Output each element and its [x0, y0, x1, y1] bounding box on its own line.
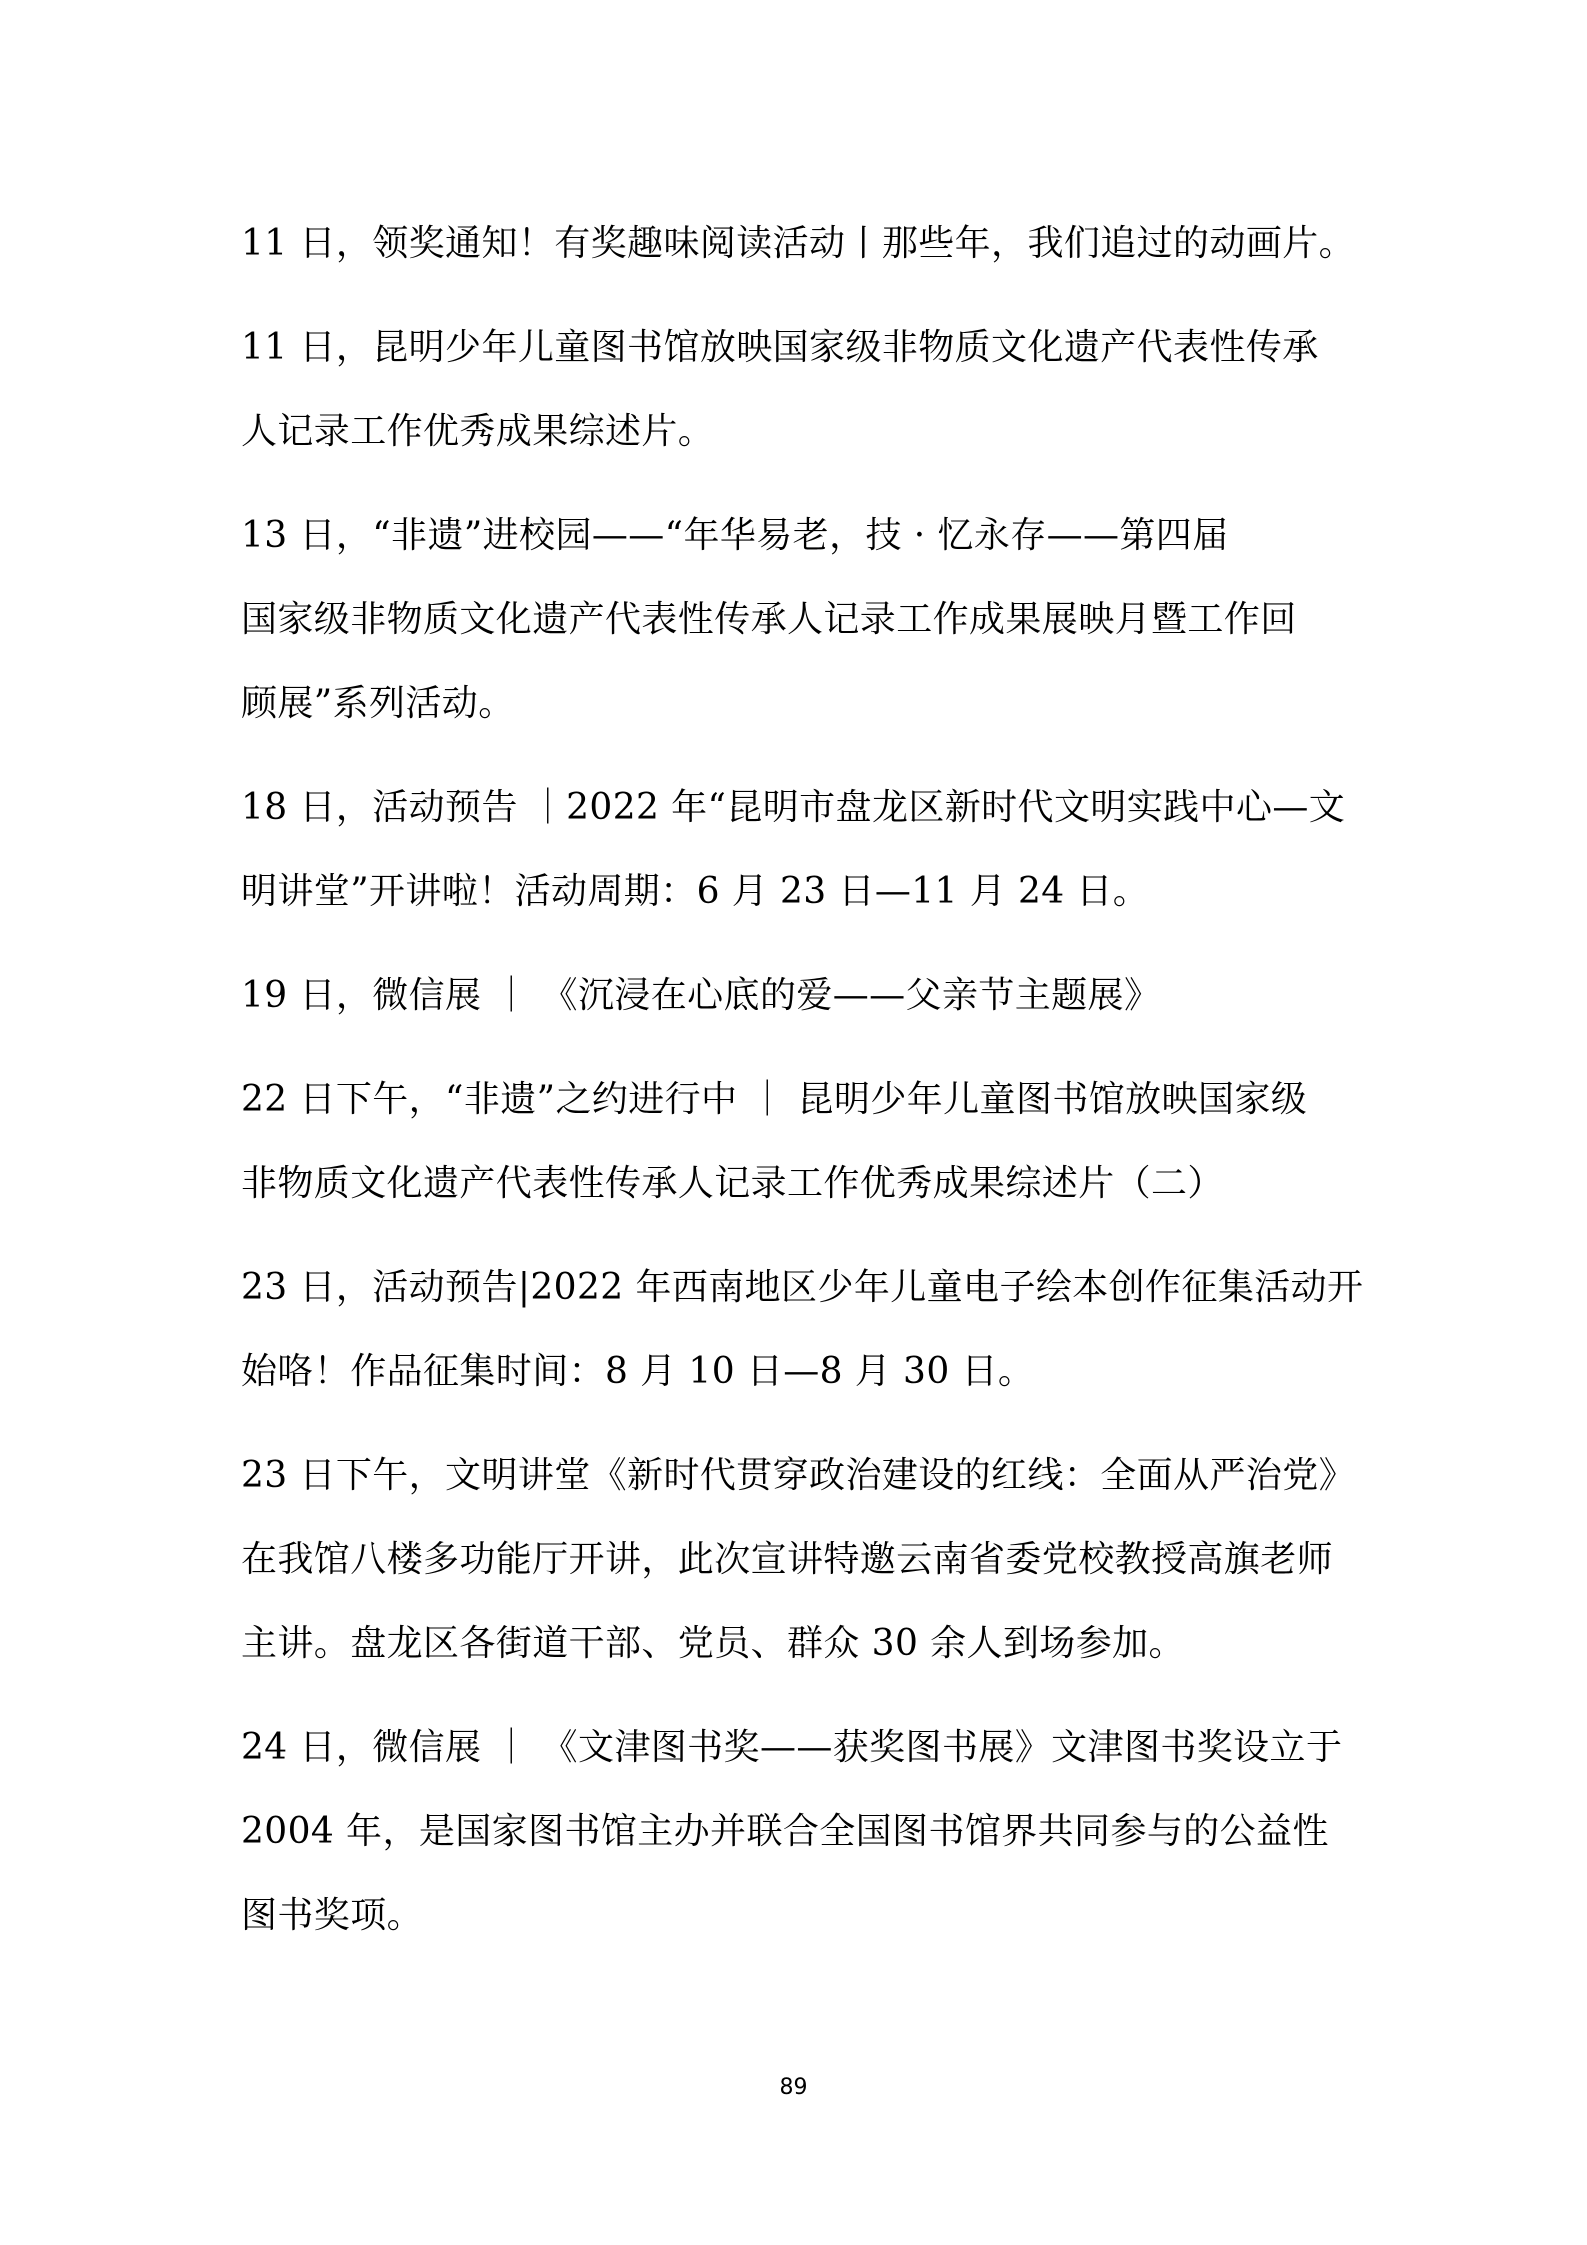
text-line: 23 日，活动预告|2022 年西南地区少年儿童电子绘本创作征集活动开 — [241, 1267, 1364, 1308]
text-line: 明讲堂”开讲啦！活动周期：6 月 23 日—11 月 24 日。 — [241, 871, 1150, 912]
paragraph-6 — [241, 1058, 1366, 1226]
text-line: 顾展”系列活动。 — [241, 683, 515, 724]
text-line: 非物质文化遗产代表性传承人记录工作优秀成果综述片（二） — [241, 1163, 1224, 1204]
page-number: 89 — [779, 2075, 808, 2100]
text-line: 24 日，微信展 ｜ 《文津图书奖——获奖图书展》文津图书奖设立于 — [241, 1727, 1343, 1768]
text-line: 人记录工作优秀成果综述片。 — [241, 411, 715, 452]
text-line: 主讲。盘龙区各街道干部、党员、群众 30 余人到场参加。 — [241, 1623, 1185, 1664]
paragraph-2 — [241, 306, 1366, 474]
text-line: 在我馆八楼多功能厅开讲，此次宣讲特邀云南省委党校教授高旗老师 — [241, 1539, 1334, 1580]
paragraph-3 — [241, 494, 1366, 746]
text-line: 19 日，微信展 ｜ 《沉浸在心底的爱——父亲节主题展》 — [241, 975, 1161, 1016]
text-line: 18 日，活动预告 ｜2022 年“昆明市盘龙区新时代文明实践中心—文 — [241, 787, 1346, 828]
text-line: 始咯！作品征集时间：8 月 10 日—8 月 30 日。 — [241, 1351, 1035, 1392]
paragraph-5 — [241, 954, 1366, 1038]
text-line: 11 日，昆明少年儿童图书馆放映国家级非物质文化遗产代表性传承 — [241, 327, 1319, 368]
text-line: 2004 年，是国家图书馆主办并联合全国图书馆界共同参与的公益性 — [241, 1811, 1329, 1852]
text-line: 13 日，“非遗”进校园——“年华易老，技 · 忆永存——第四届 — [241, 515, 1229, 556]
paragraph-4 — [241, 766, 1366, 934]
text-line: 22 日下午，“非遗”之约进行中 ｜ 昆明少年儿童图书馆放映国家级 — [241, 1079, 1308, 1120]
text-line: 图书奖项。 — [241, 1895, 424, 1936]
text-line: 23 日下午，文明讲堂《新时代贯穿政治建设的红线：全面从严治党》 — [241, 1455, 1356, 1496]
paragraph-1 — [241, 202, 1366, 286]
text-line: 国家级非物质文化遗产代表性传承人记录工作成果展映月暨工作回 — [241, 599, 1297, 640]
paragraph-7 — [241, 1246, 1366, 1414]
text-line: 11 日，领奖通知！有奖趣味阅读活动丨那些年，我们追过的动画片。 — [241, 223, 1356, 264]
paragraph-8 — [241, 1434, 1366, 1686]
paragraph-9 — [241, 1706, 1366, 1958]
page-body — [241, 202, 1366, 1978]
